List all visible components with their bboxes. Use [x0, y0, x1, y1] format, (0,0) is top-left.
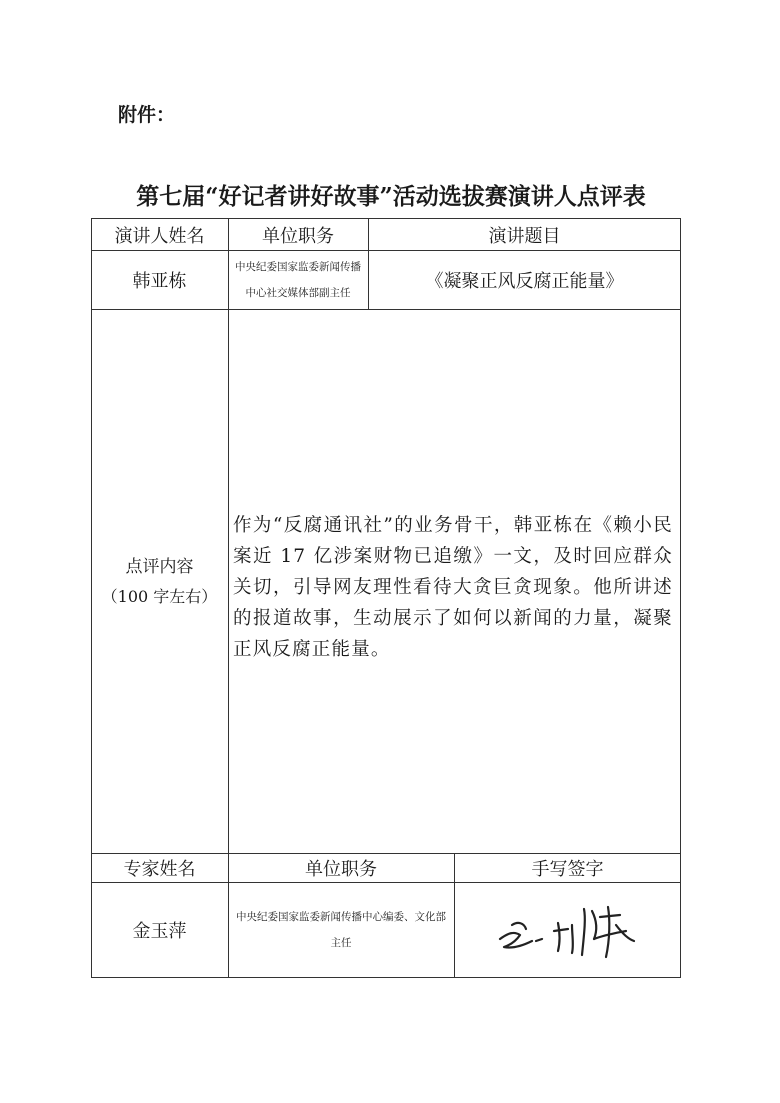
form-title: 第七届“好记者讲好故事”活动选拔赛演讲人点评表 [136, 183, 646, 210]
table-border-bottom [91, 977, 681, 978]
expert-unit-line1: 中央纪委国家监委新闻传播中心编委、文化部 [236, 911, 446, 923]
expert-unit [228, 883, 454, 977]
speaker-name: 韩亚栋 [132, 271, 187, 292]
header-speaker-unit: 单位职务 [262, 225, 334, 247]
comment-label-cell [91, 310, 228, 853]
evaluation-table [91, 218, 681, 978]
signature-drawing [488, 895, 648, 965]
header-expert-unit: 单位职务 [305, 859, 377, 880]
speaker-unit-line2: 中心社交媒体部副主任 [245, 287, 351, 299]
expert-unit-line2: 主任 [330, 937, 352, 949]
header-speaker-name: 演讲人姓名 [114, 225, 205, 247]
speaker-unit-line1: 中央纪委国家监委新闻传播 [235, 261, 361, 273]
speech-topic: 《凝聚正风反腐正能量》 [425, 271, 624, 292]
expert-name: 金玉萍 [132, 921, 187, 942]
handwritten-signature [454, 883, 681, 977]
attachment-label: 附件： [118, 104, 176, 126]
comment-label-note: （100 字左右） [101, 586, 218, 606]
header-expert-name: 专家姓名 [123, 859, 196, 880]
comment-label: 点评内容 [125, 556, 194, 577]
header-signature: 手写签字 [531, 859, 604, 880]
speaker-unit [228, 251, 368, 309]
comment-text: 作为“反腐通讯社”的业务骨干，韩亚栋在《赖小民案近 17 亿涉案财物已追缴》一文，及时回应群众关切，引导网友理性看待大贪巨贪现象。他所讲述的报道故事，生动展示了如何以新闻的力量，凝聚正风反腐正能量。 [233, 515, 673, 660]
header-speech-topic: 演讲题目 [488, 225, 561, 247]
